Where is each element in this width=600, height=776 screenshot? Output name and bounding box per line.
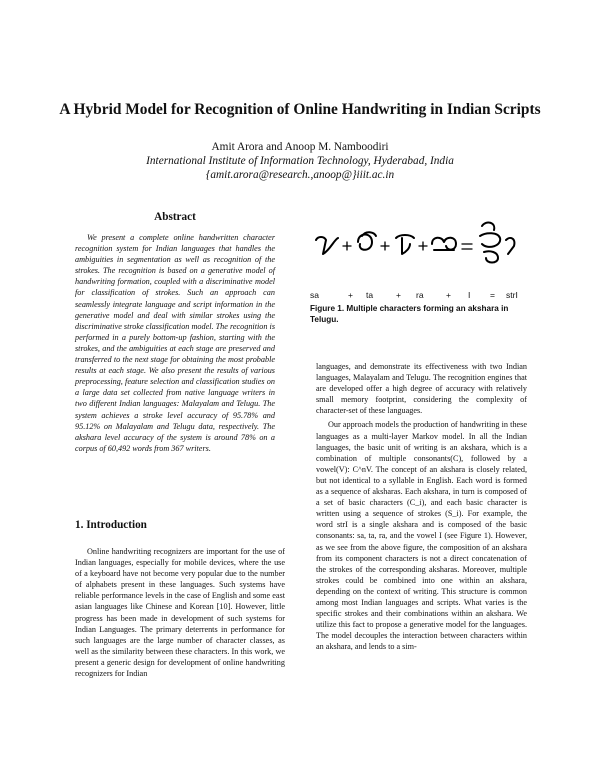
plus-sign xyxy=(343,242,351,250)
label-plus: + xyxy=(396,290,401,300)
author-affiliation: International Institute of Information Technology, Hyderabad, India xyxy=(146,155,454,167)
equals-sign xyxy=(462,244,472,249)
label-i: I xyxy=(468,290,471,300)
introduction-text: Online handwriting recognizers are important for the use of Indian languages, especially for mobile devices, where the use of a keyboard have not become very popular due to the number of alphabets present in these languages. Such systems have reliable performance levels in the case of English and some east asian languages like Chinese and Korean [10]. However, little progress has been made in development of such systems for Indian Languages. The primary deterrents in performance for such languages are the large number of character classes, as well as the similarity between these characters. In this work, we present a generic design for development of online handwriting recognizers for Indian xyxy=(75,547,285,679)
author-email: {amit.arora@research.,anoop@}iiit.ac.in xyxy=(205,169,395,181)
abstract-text: We present a complete online handwritten character recognition system for Indian languages that handles the ambiguities in segmentation as well as recognition of the strokes. The recognition is based on a generative model of handwriting formation, coupled with a discriminative model for classification of strokes. Such an approach can seamlessly integrate language and script information in the generative model and deal with similar strokes using the discriminative stroke classification model. The recognition is performed in a purely bottom-up fashion, starting with the strokes, and the ambiguities at each stage are preserved and transferred to the next stage for obtaining the most probable results at each stage. We also present the results of various preprocessing, feature selection and classification studies on a large data set collected from native language writers in two different Indian languages: Malayalam and Telugu. The system achieves a stroke level accuracy of 95.78% and 95.12% on Malayalam and Telugu data, respectively. The akshara level accuracy of the system is around 78% on a corpus of 60,492 words from 367 writers. xyxy=(75,233,275,453)
plus-sign xyxy=(419,242,427,250)
label-ta: ta xyxy=(366,290,374,300)
label-plus: + xyxy=(446,290,451,300)
figure-1-caption: Figure 1. Multiple characters forming an akshara in Telugu. xyxy=(310,304,509,324)
paragraph: Our approach models the production of handwriting in these languages as a multi-layer Markov model. In all the Indian languages, the basic unit of writing is an akshara, which is a combination of multiple consonants(C), followed by a vowel(V): C^nV. The concept of an akshara is closely related, but not identical to a syllable in English. Each word is formed as a sequence of aksharas. Each akshara, in turn is composed of a set of basic characters (C_i), and each basic character is written using a sequence of strokes (S_i). For example, the word strI is a single akshara and is composed of the basic consonants: sa, ta, ra, and the vowel I (see Figure 1). However, as we see from the above figure, the composition of an akshara from its component characters is not a direct concatenation of the strokes of the corresponding aksharas. Moreover, multiple strokes could be combined into one within an akshara, depending on the context of writing. This structure is common among most Indian languages and scripts. What varies is the specific strokes and their combinations within an akshara. We utilize this fact to propose a generative model for the languages. The model decouples the interaction between characters within an akshara, and lends to a sim- xyxy=(316,420,527,652)
label-ra: ra xyxy=(416,290,424,300)
glyph-ta xyxy=(358,232,376,250)
label-equals: = xyxy=(490,290,495,300)
right-column-text xyxy=(316,361,527,652)
abstract-heading: Abstract xyxy=(154,211,196,223)
author-names: Amit Arora and Anoop M. Namboodiri xyxy=(211,141,389,153)
glyph-stri xyxy=(480,223,514,263)
label-sa: sa xyxy=(310,290,319,300)
glyph-sa xyxy=(316,237,338,254)
plus-sign xyxy=(381,242,389,250)
glyph-ra xyxy=(396,235,414,254)
section-heading-introduction: 1. Introduction xyxy=(75,519,147,531)
glyph-i xyxy=(432,238,456,250)
label-stri: strI xyxy=(506,290,518,300)
paper-title: A Hybrid Model for Recognition of Online Handwriting in Indian Scripts xyxy=(59,101,541,118)
paragraph: languages, and demonstrate its effectiveness with two Indian languages, Malayalam and Telugu. The recognition engines that are developed offer a high degree of accuracy with relatively small memory footprint, considering the complexity of character-set of these languages. xyxy=(316,362,527,416)
figure-1-handwriting xyxy=(310,210,528,282)
label-plus: + xyxy=(348,290,353,300)
